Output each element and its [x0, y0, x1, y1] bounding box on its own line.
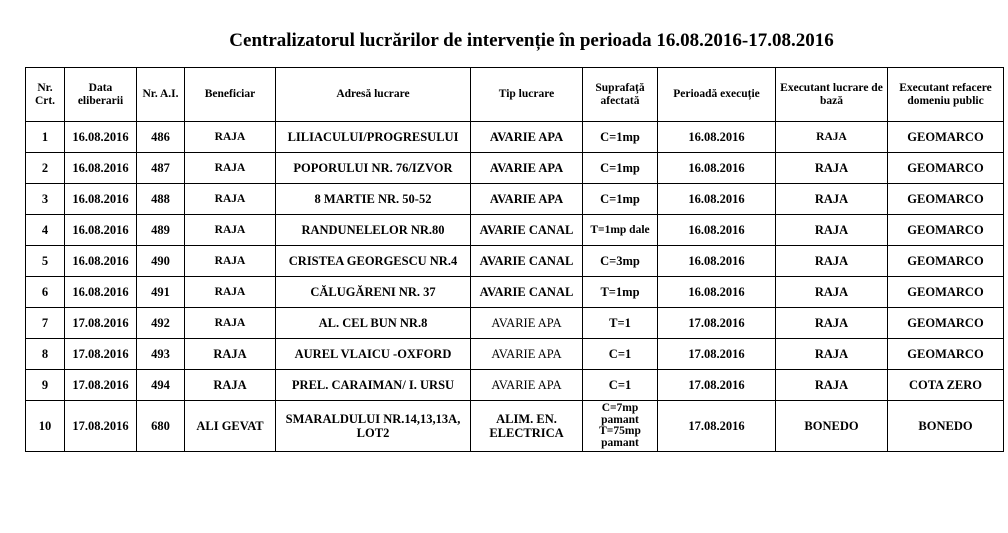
cell-nr-ai: 680: [137, 401, 185, 452]
cell-nr-ai: 491: [137, 277, 185, 308]
cell-nr-ai: 488: [137, 184, 185, 215]
header-adresa-lucrare: Adresă lucrare: [276, 68, 471, 122]
cell-adresa: LILIACULUI/PROGRESULUI: [276, 122, 471, 153]
cell-suprafata: C=1: [583, 339, 658, 370]
cell-suprafata: T=1mp dale: [583, 215, 658, 246]
cell-suprafata: C=1mp: [583, 122, 658, 153]
cell-nr: 6: [26, 277, 65, 308]
cell-tip: AVARIE CANAL: [471, 246, 583, 277]
cell-executant-refacere: GEOMARCO: [888, 339, 1004, 370]
cell-beneficiar: RAJA: [185, 184, 276, 215]
table-row: [26, 308, 1004, 339]
cell-beneficiar: RAJA: [185, 308, 276, 339]
cell-executant-baza: RAJA: [776, 122, 888, 153]
cell-suprafata: C=1: [583, 370, 658, 401]
cell-nr-ai: 486: [137, 122, 185, 153]
cell-suprafata: C=1mp: [583, 184, 658, 215]
cell-adresa: 8 MARTIE NR. 50-52: [276, 184, 471, 215]
table-row: [26, 277, 1004, 308]
cell-nr-ai: 490: [137, 246, 185, 277]
table-row: [26, 153, 1004, 184]
cell-executant-refacere: GEOMARCO: [888, 153, 1004, 184]
cell-data: 16.08.2016: [65, 122, 137, 153]
header-nr-crt: Nr. Crt.: [26, 68, 65, 122]
header-suprafata-afectata: Suprafață afectată: [583, 68, 658, 122]
cell-nr-ai: 492: [137, 308, 185, 339]
cell-executant-baza: RAJA: [776, 184, 888, 215]
cell-data: 17.08.2016: [65, 401, 137, 452]
cell-executant-baza: RAJA: [776, 246, 888, 277]
table-row: [26, 122, 1004, 153]
cell-tip: AVARIE APA: [471, 153, 583, 184]
cell-tip: AVARIE CANAL: [471, 215, 583, 246]
cell-tip: AVARIE CANAL: [471, 277, 583, 308]
cell-nr: 4: [26, 215, 65, 246]
header-nr-ai: Nr. A.I.: [137, 68, 185, 122]
cell-adresa: AL. CEL BUN NR.8: [276, 308, 471, 339]
header-executant-refacere: Executant refacere domeniu public: [888, 68, 1004, 122]
cell-beneficiar: RAJA: [185, 122, 276, 153]
cell-tip: AVARIE APA: [471, 370, 583, 401]
cell-nr: 1: [26, 122, 65, 153]
cell-executant-refacere: GEOMARCO: [888, 246, 1004, 277]
cell-beneficiar: RAJA: [185, 370, 276, 401]
cell-suprafata: C=7mp pamant T=75mp pamant: [583, 401, 658, 452]
cell-data: 16.08.2016: [65, 277, 137, 308]
cell-tip: AVARIE APA: [471, 308, 583, 339]
cell-executant-baza: RAJA: [776, 308, 888, 339]
cell-executant-refacere: GEOMARCO: [888, 277, 1004, 308]
cell-executant-refacere: GEOMARCO: [888, 184, 1004, 215]
cell-executant-baza: RAJA: [776, 153, 888, 184]
cell-data: 16.08.2016: [65, 215, 137, 246]
header-executant-baza: Executant lucrare de bază: [776, 68, 888, 122]
cell-beneficiar: RAJA: [185, 277, 276, 308]
cell-executant-refacere: GEOMARCO: [888, 122, 1004, 153]
cell-suprafata: C=1mp: [583, 153, 658, 184]
header-beneficiar: Beneficiar: [185, 68, 276, 122]
cell-adresa: CRISTEA GEORGESCU NR.4: [276, 246, 471, 277]
cell-adresa: CĂLUGĂRENI NR. 37: [276, 277, 471, 308]
cell-perioada: 16.08.2016: [658, 277, 776, 308]
cell-nr: 9: [26, 370, 65, 401]
cell-nr: 10: [26, 401, 65, 452]
cell-perioada: 16.08.2016: [658, 122, 776, 153]
table-row: [26, 184, 1004, 215]
cell-executant-refacere: BONEDO: [888, 401, 1004, 452]
cell-tip: ALIM. EN. ELECTRICA: [471, 401, 583, 452]
header-tip-lucrare: Tip lucrare: [471, 68, 583, 122]
cell-data: 17.08.2016: [65, 308, 137, 339]
header-perioada-executie: Perioadă execuție: [658, 68, 776, 122]
cell-data: 17.08.2016: [65, 370, 137, 401]
cell-nr-ai: 489: [137, 215, 185, 246]
cell-nr-ai: 487: [137, 153, 185, 184]
cell-executant-refacere: COTA ZERO: [888, 370, 1004, 401]
cell-tip: AVARIE APA: [471, 339, 583, 370]
table-row: [26, 339, 1004, 370]
cell-suprafata: T=1mp: [583, 277, 658, 308]
cell-executant-baza: BONEDO: [776, 401, 888, 452]
cell-nr: 5: [26, 246, 65, 277]
cell-beneficiar: RAJA: [185, 339, 276, 370]
cell-data: 16.08.2016: [65, 153, 137, 184]
cell-executant-refacere: GEOMARCO: [888, 215, 1004, 246]
table-row: [26, 401, 1004, 452]
cell-nr: 2: [26, 153, 65, 184]
cell-beneficiar: RAJA: [185, 215, 276, 246]
cell-perioada: 17.08.2016: [658, 401, 776, 452]
cell-perioada: 17.08.2016: [658, 308, 776, 339]
table-row: [26, 246, 1004, 277]
cell-data: 16.08.2016: [65, 246, 137, 277]
cell-adresa: PREL. CARAIMAN/ I. URSU: [276, 370, 471, 401]
interventions-table: [25, 67, 1004, 452]
header-row: [26, 68, 1004, 122]
cell-adresa: POPORULUI NR. 76/IZVOR: [276, 153, 471, 184]
cell-perioada: 16.08.2016: [658, 153, 776, 184]
cell-adresa: SMARALDULUI NR.14,13,13A, LOT2: [276, 401, 471, 452]
cell-nr-ai: 493: [137, 339, 185, 370]
cell-perioada: 17.08.2016: [658, 370, 776, 401]
cell-tip: AVARIE APA: [471, 122, 583, 153]
cell-nr: 7: [26, 308, 65, 339]
cell-perioada: 16.08.2016: [658, 246, 776, 277]
cell-beneficiar: RAJA: [185, 246, 276, 277]
cell-executant-baza: RAJA: [776, 277, 888, 308]
cell-nr: 3: [26, 184, 65, 215]
cell-perioada: 16.08.2016: [658, 184, 776, 215]
cell-tip: AVARIE APA: [471, 184, 583, 215]
table-row: [26, 370, 1004, 401]
cell-adresa: RANDUNELELOR NR.80: [276, 215, 471, 246]
cell-executant-refacere: GEOMARCO: [888, 308, 1004, 339]
header-data-eliberarii: Data eliberarii: [65, 68, 137, 122]
cell-perioada: 16.08.2016: [658, 215, 776, 246]
cell-suprafata: T=1: [583, 308, 658, 339]
page-title: Centralizatorul lucrărilor de intervenție în perioada 16.08.2016-17.08.2016: [229, 30, 834, 51]
cell-beneficiar: RAJA: [185, 153, 276, 184]
cell-nr: 8: [26, 339, 65, 370]
cell-data: 17.08.2016: [65, 339, 137, 370]
table-row: [26, 215, 1004, 246]
cell-adresa: AUREL VLAICU -OXFORD: [276, 339, 471, 370]
cell-nr-ai: 494: [137, 370, 185, 401]
cell-suprafata: C=3mp: [583, 246, 658, 277]
cell-data: 16.08.2016: [65, 184, 137, 215]
cell-executant-baza: RAJA: [776, 339, 888, 370]
cell-perioada: 17.08.2016: [658, 339, 776, 370]
cell-executant-baza: RAJA: [776, 370, 888, 401]
cell-beneficiar: ALI GEVAT: [185, 401, 276, 452]
cell-executant-baza: RAJA: [776, 215, 888, 246]
